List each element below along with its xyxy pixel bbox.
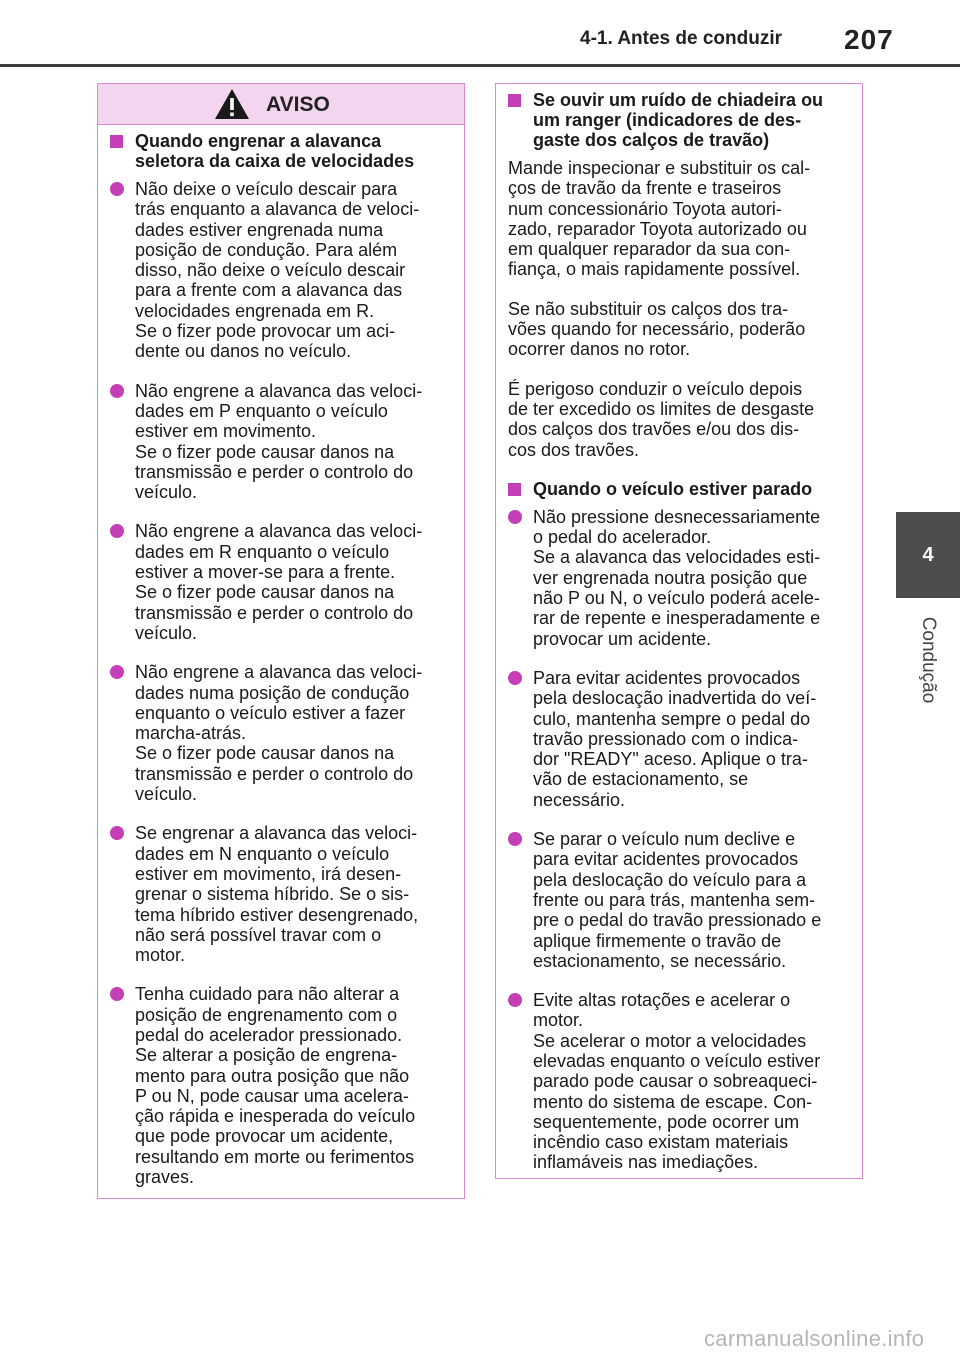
list-item xyxy=(110,179,450,362)
warning-title: AVISO xyxy=(266,93,330,116)
section-heading xyxy=(110,131,450,171)
list-item-text: Não deixe o veículo descair para trás enquanto a alavanca de veloci- dades estiver engrenada numa posição de condução. Para além disso, não deixe o veículo descair para a frente com a alavanca das velocidades engrenada em R. Se o fizer pode provocar um aci- dente ou danos no veículo. xyxy=(135,179,420,362)
square-bullet-icon xyxy=(508,483,521,496)
list-item xyxy=(110,823,450,965)
circle-bullet-icon xyxy=(508,510,522,524)
warning-header xyxy=(98,84,464,125)
list-item-text: Para evitar acidentes provocados pela deslocação inadvertida do veí- culo, mantenha sempre o pedal do travão pressionado com o indica- dor "READY" aceso. Aplique o tra- vão de estacionamento, se necessário. xyxy=(533,667,817,810)
list-item-text: Não engrene a alavanca das veloci- dades em R enquanto o veículo estiver a mover-se para a frente. Se o fizer pode causar danos na transmissão e perder o controlo do veículo. xyxy=(135,521,423,643)
list-item-text: Se engrenar a alavanca das veloci- dades em N enquanto o veículo estiver em movimento, irá desen- grenar o sistema híbrido. Se o sis- tema híbrido estiver desengrenado, não será possível travar com o motor. xyxy=(135,823,419,966)
list-item-text: Tenha cuidado para não alterar a posição de engrenamento com o pedal do acelerador pressionado. Se alterar a posição de engrena- mento para outra posição que não P ou N, pode causar uma acelera- ção rápida e inesperada do veículo que pode provocar um acidente, resultando em morte ou ferimentos graves. xyxy=(135,984,416,1188)
square-bullet-icon xyxy=(110,135,123,148)
section-title: 4-1. Antes de conduzir xyxy=(580,28,782,49)
section-heading xyxy=(508,479,848,499)
list-item xyxy=(508,507,848,649)
header-divider xyxy=(0,64,960,67)
circle-bullet-icon xyxy=(110,987,124,1001)
square-bullet-icon xyxy=(508,94,521,107)
heading-text: Se ouvir um ruído de chiadeira ou um ranger (indicadores de des- gaste dos calços de travão) xyxy=(533,90,824,150)
circle-bullet-icon xyxy=(110,524,124,538)
list-item xyxy=(508,990,848,1173)
section-heading xyxy=(508,90,848,150)
list-item xyxy=(110,381,450,503)
page-header xyxy=(0,0,960,66)
list-item xyxy=(508,668,848,810)
list-item xyxy=(110,662,450,804)
circle-bullet-icon xyxy=(110,665,124,679)
chapter-name: Condução xyxy=(918,616,939,704)
circle-bullet-icon xyxy=(110,826,124,840)
page-number: 207 xyxy=(844,24,894,55)
list-item-text: Evite altas rotações e acelerar o motor. Se acelerar o motor a velocidades elevadas enquanto o veículo estiver parado pode causar o sobreaqueci- mento do sistema de escape. Con- sequentemente, pode ocorrer um incêndio caso existam materiais inflamáveis nas imediações. xyxy=(533,990,821,1173)
warning-content xyxy=(98,125,464,1187)
chapter-tab[interactable]: 4 xyxy=(896,512,960,598)
paragraph: Mande inspecionar e substituir os cal- ços de travão da frente e traseiros num concessionário Toyota autori- zado, reparador Toyota autorizado ou em qualquer reparador da sua con- fiança, o mais rapidamente possível. xyxy=(508,158,811,280)
heading-text: Quando o veículo estiver parado xyxy=(533,478,813,499)
circle-bullet-icon xyxy=(508,671,522,685)
watermark: carmanualsonline.info xyxy=(704,1326,925,1351)
circle-bullet-icon xyxy=(508,832,522,846)
warning-box-continued xyxy=(495,83,863,1179)
paragraph: É perigoso conduzir o veículo depois de ter excedido os limites de desgaste dos calços dos travões e/ou dos dis- cos dos travões. xyxy=(508,378,815,460)
list-item-text: Não engrene a alavanca das veloci- dades em P enquanto o veículo estiver em movimento. Se o fizer pode causar danos na transmissão e perder o controlo do veículo. xyxy=(135,380,423,503)
list-item xyxy=(508,829,848,971)
circle-bullet-icon xyxy=(110,182,124,196)
list-item xyxy=(110,984,450,1187)
list-item-text: Se parar o veículo num declive e para evitar acidentes provocados pela deslocação do veículo para a frente ou para trás, mantenha sem- pre o pedal do travão pressionado e aplique firmemente o travão de estacionamento, se necessário. xyxy=(533,829,822,971)
list-item xyxy=(110,521,450,643)
circle-bullet-icon xyxy=(508,993,522,1007)
list-item-text: Não pressione desnecessariamente o pedal do acelerador. Se a alavanca das velocidades esti- ver engrenada noutra posição que não P ou N, o veículo poderá acele- rar de repente e inesperadamente e provocar um acidente. xyxy=(533,506,821,649)
warning-content-continued xyxy=(496,84,862,1173)
list-item-text: Não engrene a alavanca das veloci- dades numa posição de condução enquanto o veículo estiver a fazer marcha-atrás. Se o fizer pode causar danos na transmissão e perder o controlo do veículo. xyxy=(135,662,423,805)
warning-triangle-icon xyxy=(214,88,250,120)
heading-text: Quando engrenar a alavanca seletora da caixa de velocidades xyxy=(135,131,415,171)
paragraph: Se não substituir os calços dos tra- vões quando for necessário, poderão ocorrer danos no rotor. xyxy=(508,298,806,360)
circle-bullet-icon xyxy=(110,384,124,398)
warning-box xyxy=(97,83,465,1199)
